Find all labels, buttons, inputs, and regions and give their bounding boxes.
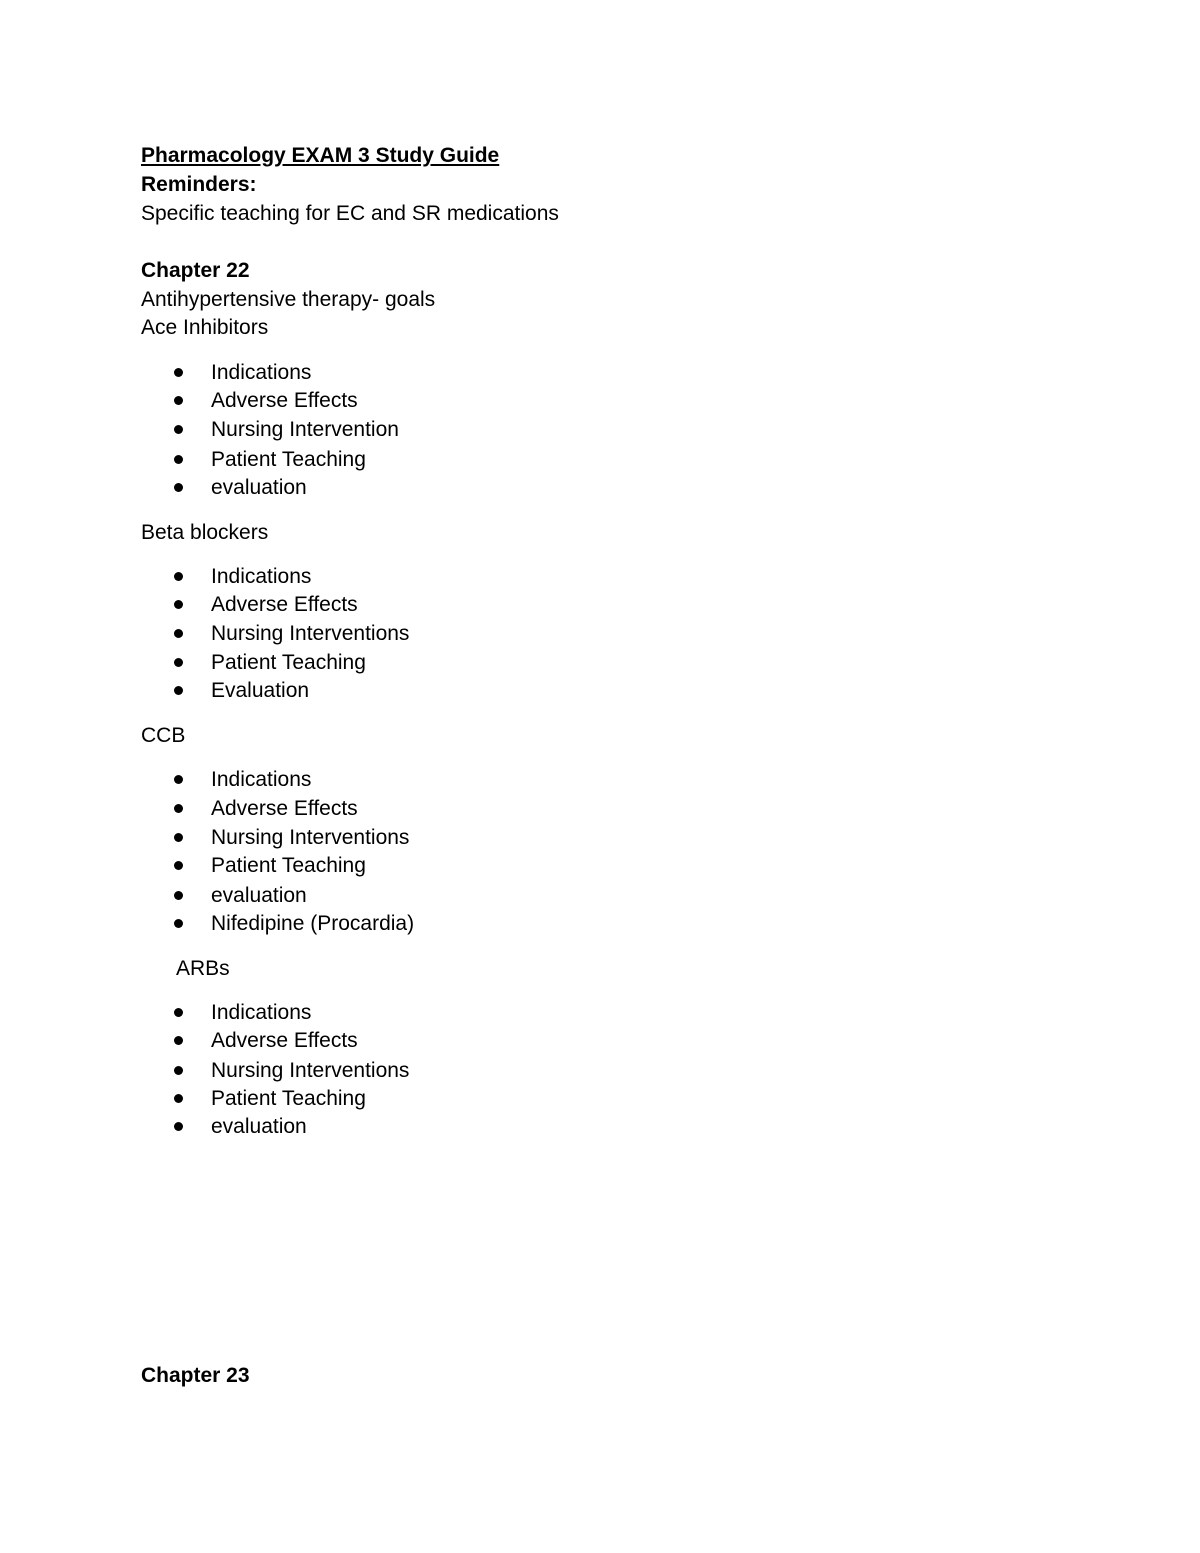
list-item: Nifedipine (Procardia) <box>211 912 415 935</box>
list-item: Indications <box>211 1001 312 1024</box>
list-item: Nursing Interventions <box>211 826 410 849</box>
bullet-icon <box>174 1094 183 1103</box>
list-item: evaluation <box>211 884 307 907</box>
bullet-icon <box>174 804 183 813</box>
list-item: Nursing Interventions <box>211 1059 410 1082</box>
bullet-icon <box>174 629 183 638</box>
bullet-icon <box>174 775 183 784</box>
bullet-icon <box>174 483 183 492</box>
chapter-22-heading: Chapter 22 <box>141 259 250 282</box>
section-heading-ccb: CCB <box>141 724 186 747</box>
reminders-label: Reminders: <box>141 173 257 196</box>
bullet-icon <box>174 425 183 434</box>
bullet-icon <box>174 658 183 667</box>
list-item: Adverse Effects <box>211 389 358 412</box>
bullet-icon <box>174 891 183 900</box>
chapter-23-heading: Chapter 23 <box>141 1364 250 1387</box>
list-item: Adverse Effects <box>211 797 358 820</box>
list-item: Indications <box>211 361 312 384</box>
bullet-icon <box>174 861 183 870</box>
bullet-icon <box>174 686 183 695</box>
list-item: Indications <box>211 768 312 791</box>
list-item: Adverse Effects <box>211 593 358 616</box>
bullet-icon <box>174 1008 183 1017</box>
list-item: Indications <box>211 565 312 588</box>
list-item: Nursing Interventions <box>211 622 410 645</box>
bullet-icon <box>174 396 183 405</box>
document-title: Pharmacology EXAM 3 Study Guide <box>141 144 500 167</box>
bullet-icon <box>174 1122 183 1131</box>
list-item: Patient Teaching <box>211 651 366 674</box>
list-item: Patient Teaching <box>211 854 366 877</box>
list-item: Patient Teaching <box>211 1087 366 1110</box>
list-item: evaluation <box>211 1115 307 1138</box>
section-heading-beta-blockers: Beta blockers <box>141 521 269 544</box>
list-item: Nursing Intervention <box>211 418 399 441</box>
bullet-icon <box>174 455 183 464</box>
bullet-icon <box>174 919 183 928</box>
list-item: Patient Teaching <box>211 448 366 471</box>
bullet-icon <box>174 1036 183 1045</box>
list-item: Adverse Effects <box>211 1029 358 1052</box>
bullet-icon <box>174 1066 183 1075</box>
list-item: evaluation <box>211 476 307 499</box>
section-heading-arbs: ARBs <box>176 957 230 980</box>
list-item: Evaluation <box>211 679 310 702</box>
bullet-icon <box>174 833 183 842</box>
antihypertensive-goals: Antihypertensive therapy- goals <box>141 288 436 311</box>
bullet-icon <box>174 600 183 609</box>
bullet-icon <box>174 368 183 377</box>
section-heading-ace-inhibitors: Ace Inhibitors <box>141 316 269 339</box>
bullet-icon <box>174 572 183 581</box>
reminders-text: Specific teaching for EC and SR medications <box>141 202 559 225</box>
